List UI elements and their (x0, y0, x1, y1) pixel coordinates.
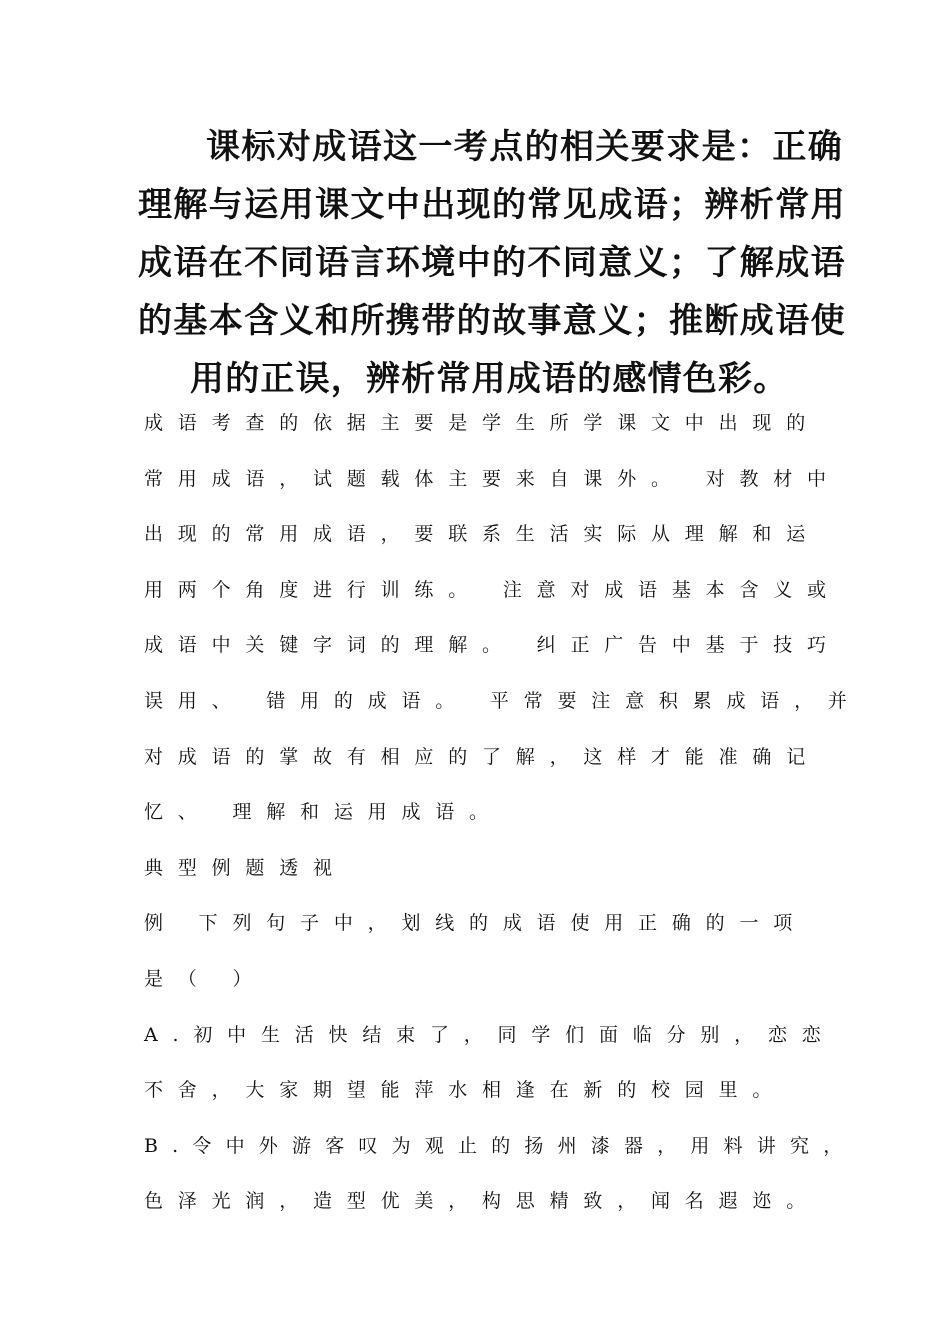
text-line: 常用成语，试题载体主要来自课外。 对教材中 (144, 467, 841, 490)
requirements-paragraph (138, 118, 846, 408)
text-line: 忆、 理解和运用成语。 (144, 801, 503, 824)
option-a: A.初中生活快结束了，同学们面临分别，恋恋 (144, 1023, 836, 1046)
option-b: B.令中外游客叹为观止的扬州漆器，用料讲究， (144, 1134, 857, 1157)
body-text (144, 396, 862, 1230)
example-question: 例 下列句子中，划线的成语使用正确的一项 (144, 912, 808, 935)
paragraph-line: 的基本含义和所携带的故事意义；推断成语使 (138, 301, 846, 341)
text-line: 成语中关键字词的理解。 纠正广告中基于技巧 (144, 634, 841, 657)
paragraph-line: 理解与运用课文中出现的常见成语；辨析常用 (138, 185, 846, 225)
example-question: 是（ ） (144, 967, 267, 990)
text-line: 成语考查的依据主要是学生所学课文中出现的 (144, 412, 821, 434)
paragraph-line: 用的正误，辨析常用成语的感情色彩。 (190, 359, 789, 399)
text-line: 用两个角度进行训练。 注意对成语基本含义或 (144, 578, 841, 601)
paragraph-line: 成语在不同语言环境中的不同意义；了解成语 (138, 243, 846, 283)
section-heading: 典型例题透视 (144, 856, 347, 879)
paragraph-line: 课标对成语这一考点的相关要求是：正确 (206, 127, 844, 167)
option-a: 不舍，大家期望能萍水相逢在新的校园里。 (144, 1079, 787, 1102)
text-line: 对成语的掌故有相应的了解，这样才能准确记 (144, 745, 821, 768)
option-b: 色泽光润，造型优美，构思精致，闻名遐迩。 (144, 1190, 821, 1213)
text-line: 误用、 错用的成语。 平常要注意积累成语，并 (144, 689, 862, 712)
text-line: 出现的常用成语，要联系生活实际从理解和运 (144, 523, 821, 546)
